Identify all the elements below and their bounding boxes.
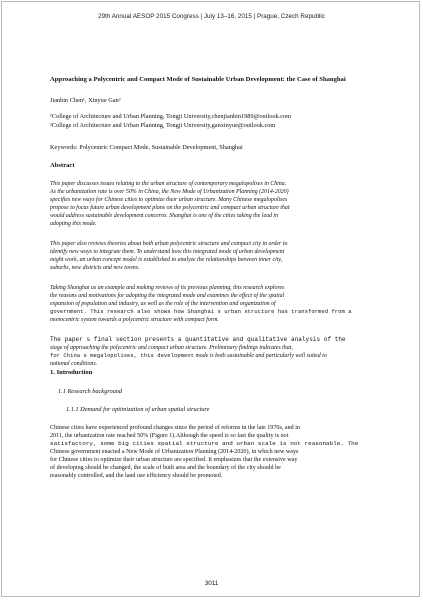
abstract-p4-mono-span: for China s megalopolises, this development (50, 352, 195, 359)
conference-header: 29th Annual AESOP 2015 Congress | July 13–16, 2015 | Prague, Czech Republic (98, 13, 325, 20)
body-line: for Chinese cities to optimize their urban structure are specified. It emphasizes that the extensive way (50, 457, 298, 463)
abstract-p4-line: national conditions. (50, 361, 98, 367)
abstract-p1-line: adopting this mode. (50, 221, 97, 227)
subsection-heading: 1.1 Research background (58, 388, 123, 395)
section-heading: 1. Introduction (50, 369, 93, 376)
keywords: Keywords: Polycentric Compact Mode, Sustainable Development, Shanghai (50, 144, 243, 151)
paper-authors: Jianbin Chen¹, Xinyue Gan² (50, 97, 121, 104)
body-line: reasonably controlled, and the land use efficiency should be promoted. (50, 473, 223, 479)
abstract-p3-line: the reasons and motivations for adopting the integrated mode and examines the effect of the spatial (50, 293, 285, 299)
paper-title: Approaching a Polycentric and Compact Mode of Sustainable Urban Development: the Case of Shanghai (50, 76, 346, 83)
body-line: 2011, the urbanization rate reached 50% (Figure 1).Although the speed is so fast the quality is not (50, 433, 289, 439)
abstract-p2-line: suburbs, new districts and new towns. (50, 265, 140, 271)
body-line: Chinese government enacted a New Mode of Urbanization Planning (2014-2020), in which new ways (50, 449, 299, 455)
body-line: satisfactory, some big cities spatial structure and urban scale is not reasonable. The (50, 440, 359, 447)
abstract-p1-line: propose to focus future urban development plans on the polycentric and compact urban structure that (50, 205, 290, 211)
abstract-p1-line: would address sustainable development concerns. Shanghai is one of the cities taking the lead in (50, 213, 279, 219)
subsubsection-heading: 1.1.1 Demand for optimization of urban spatial structure (66, 406, 210, 413)
abstract-p4-line (50, 352, 327, 360)
abstract-p3-line: expansion of population and industry, as well as the role of the intervention and organization of (50, 301, 276, 307)
abstract-p1-line: This paper discusses issues relating to the urban structure of contemporary megalopolises in China. (50, 181, 287, 187)
abstract-p1-line: specifies new ways for Chinese cities to optimize their urban structure. Many Chinese megalopolises (50, 197, 288, 203)
page-number: 3011 (204, 580, 219, 587)
abstract-p2-line: This paper also reviews theories about both urban polycentric structure and compact city in order to (50, 241, 288, 247)
abstract-heading: Abstract (50, 162, 75, 169)
affiliation-1: ¹College of Architecture and Urban Planning, Tongji University,chenjianbin1989@outlook.com (50, 113, 292, 120)
affiliation-2: ²College of Architecture and Urban Planning, Tongji University,ganxinyue@outlook.com (50, 122, 276, 129)
body-line: of developing should be changed, the scale of built area and the boundary of the city should be (50, 465, 281, 471)
abstract-p2-line: identify new ways to integrate them. To understand how this integrated mode of urban development (50, 249, 285, 255)
abstract-p1-line: As the urbanization rate is over 50% in China, the New Mode of Urbanization Planning (2014-2020) (50, 189, 289, 195)
abstract-p4-line: stage of approaching the polycentric and compact urban structure. Preliminary findings indicates that, (50, 345, 293, 351)
body-line: Chinese cities have experienced profound changes since the period of reforms in the late 1970s, and in (50, 425, 300, 431)
abstract-p4-line: The paper s final section presents a quantitative and qualitative analysis of the (50, 336, 346, 343)
abstract-p3-line: monocentric system towards a polycentric structure with compact form. (50, 317, 219, 323)
abstract-p3-line: Taking Shanghai as an example and making reviews of its previous planning, this research explores (50, 285, 285, 291)
abstract-p3-line: government. This research also shows how Shanghai s urban structure has transformed from a (50, 308, 352, 315)
abstract-p2-line: might work, an urban concept model is established to analyze the relationships between inner city, (50, 257, 283, 263)
abstract-p4-italic-span: mode is both sustainable and particularly well suited to (194, 353, 327, 359)
